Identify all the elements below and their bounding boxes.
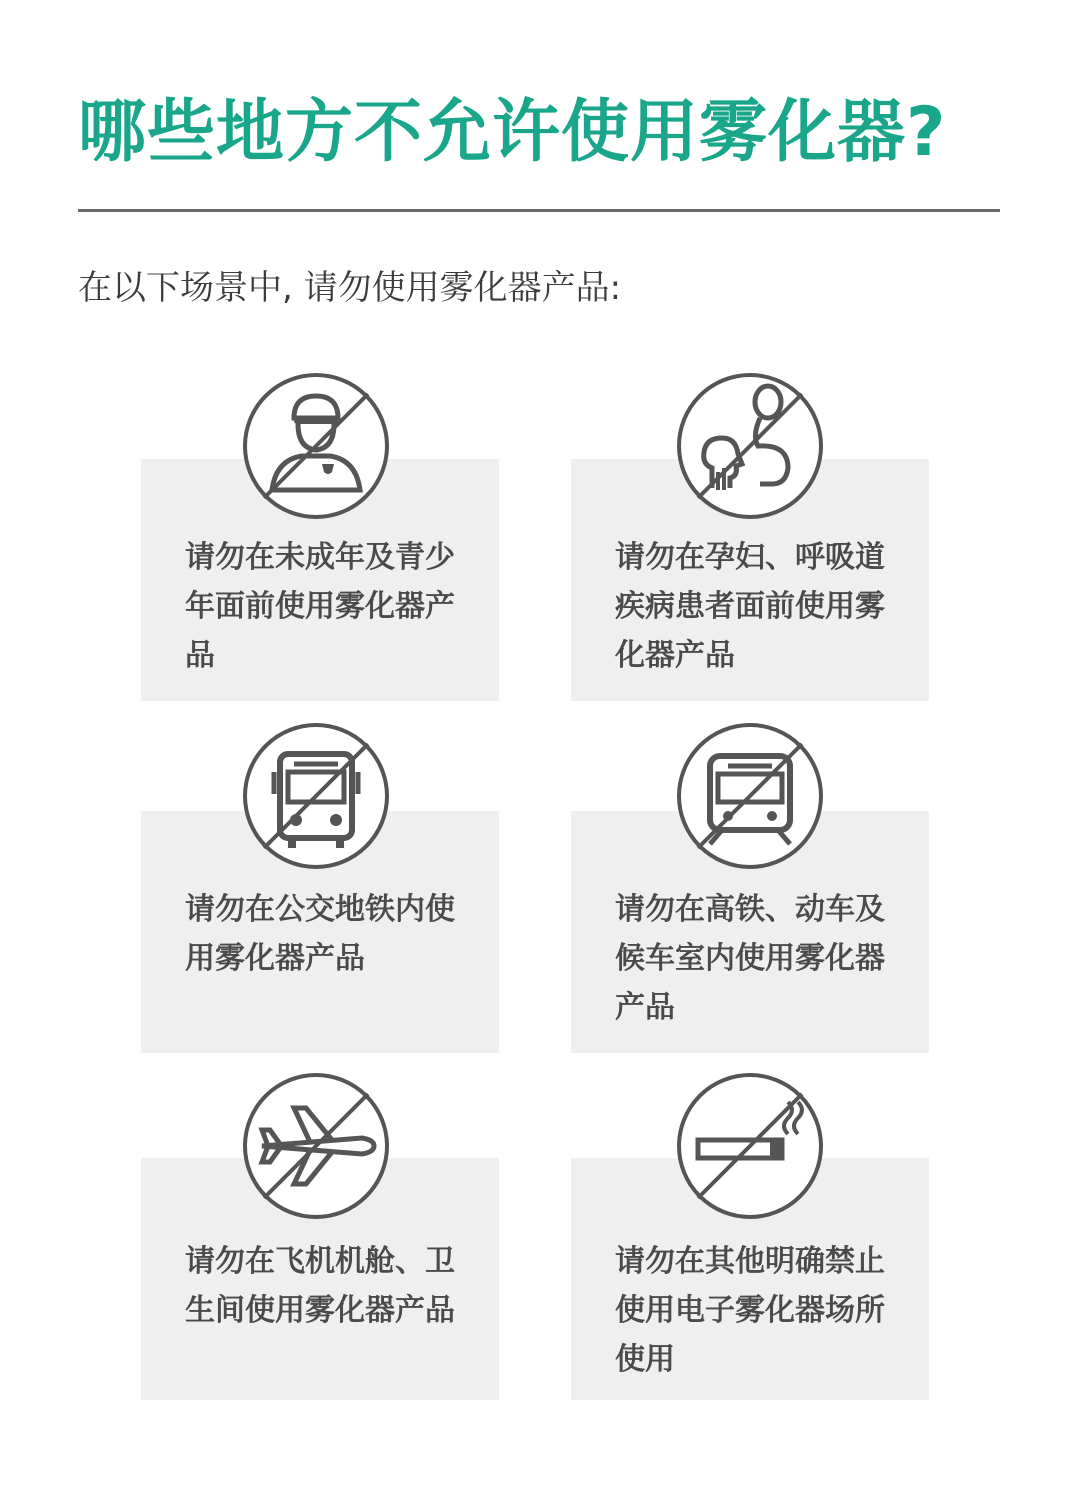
divider (78, 209, 1000, 212)
no-pregnant-respiratory-icon (676, 372, 824, 520)
no-train-icon (676, 722, 824, 870)
no-minors-icon (242, 372, 390, 520)
card-text-airplane: 请勿在飞机机舱、卫生间使用雾化器产品 (185, 1244, 455, 1328)
card-text-minors: 请勿在未成年及青少年面前使用雾化器产品 (185, 540, 455, 673)
intro-text: 在以下场景中, 请勿使用雾化器产品: (78, 268, 622, 308)
card-text-pregnant-respiratory: 请勿在孕妇、呼吸道疾病患者面前使用雾化器产品 (615, 540, 885, 673)
card-text-smoking: 请勿在其他明确禁止使用电子雾化器场所使用 (615, 1244, 885, 1377)
card-text-train: 请勿在高铁、动车及候车室内使用雾化器产品 (615, 892, 885, 1025)
no-bus-subway-icon (242, 722, 390, 870)
no-smoking-icon (676, 1072, 824, 1220)
card-text-bus-subway: 请勿在公交地铁内使用雾化器产品 (185, 892, 455, 976)
page-title: 哪些地方不允许使用雾化器? (78, 93, 947, 172)
no-airplane-icon (242, 1072, 390, 1220)
